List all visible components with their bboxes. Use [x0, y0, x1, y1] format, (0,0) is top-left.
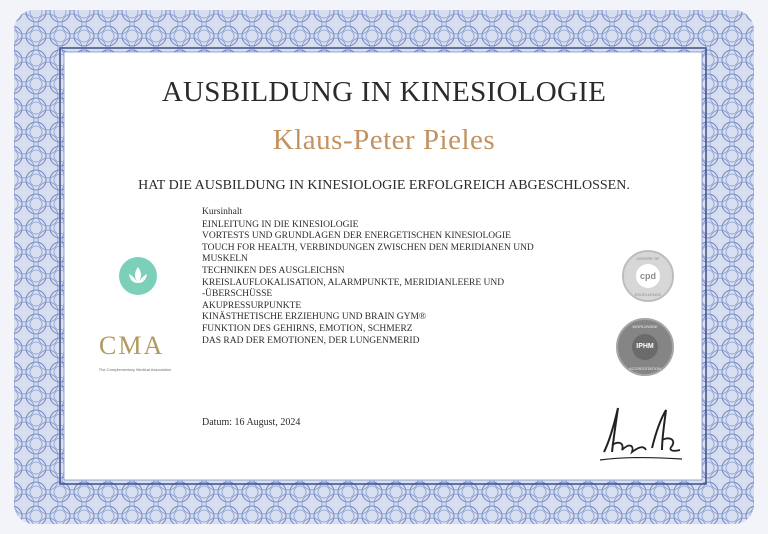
cpd-seal-top-text: CENTRE OF [636, 256, 660, 261]
certificate-date: Datum: 16 August, 2024 [202, 417, 301, 428]
cma-letters: CMA [99, 331, 165, 360]
recipient-name: Klaus-Peter Pieles [272, 124, 496, 156]
course-item: TOUCH FOR HEALTH, VERBINDUNGEN ZWISCHEN DEN MERIDIANEN UND MUSKELN [202, 242, 534, 265]
iphm-seal [616, 318, 674, 376]
course-item: KINÄSTHETISCHE ERZIEHUNG UND BRAIN GYM® [202, 312, 427, 323]
cpd-seal-bottom-text: EXCELLENCE [634, 292, 662, 297]
iphm-seal-top-text: WORLDWIDE [632, 324, 658, 329]
certificate-title: AUSBILDUNG IN KINESIOLOGIE [161, 76, 607, 108]
iphm-seal-core: IPHM [632, 334, 658, 360]
course-item: DAS RAD DER EMOTIONEN, DER LUNGENMERID [202, 335, 420, 346]
cpd-seal [622, 250, 674, 302]
iphm-seal-bottom-text: ACCREDITATION [628, 366, 662, 371]
course-content [202, 207, 547, 347]
cma-logo [95, 325, 175, 375]
lotus-icon [119, 257, 157, 295]
completion-statement: HAT DIE AUSBILDUNG IN KINESIOLOGIE ERFOLGREICH ABGESCHLOSSEN. [138, 178, 630, 193]
course-item: EINLEITUNG IN DIE KINESIOLOGIE [202, 219, 359, 230]
cma-tagline: The Complementary Medical Association [98, 367, 172, 372]
course-item: VORTESTS UND GRUNDLAGEN DER ENERGETISCHEN KINESIOLOGIE [202, 231, 511, 242]
course-item: AKUPRESSURPUNKTE [202, 300, 302, 311]
signature [596, 400, 686, 470]
course-item: FUNKTION DES GEHIRNS, EMOTION, SCHMERZ [202, 323, 413, 334]
course-item: KREISLAUFLOKALISATION, ALARMPUNKTE, MERIDIANLEERE UND -ÜBERSCHÜSSE [202, 277, 505, 300]
course-content-heading: Kursinhalt [202, 207, 243, 217]
cpd-seal-core: cpd [636, 264, 660, 288]
course-item: TECHNIKEN DES AUSGLEICHSN [202, 265, 345, 276]
